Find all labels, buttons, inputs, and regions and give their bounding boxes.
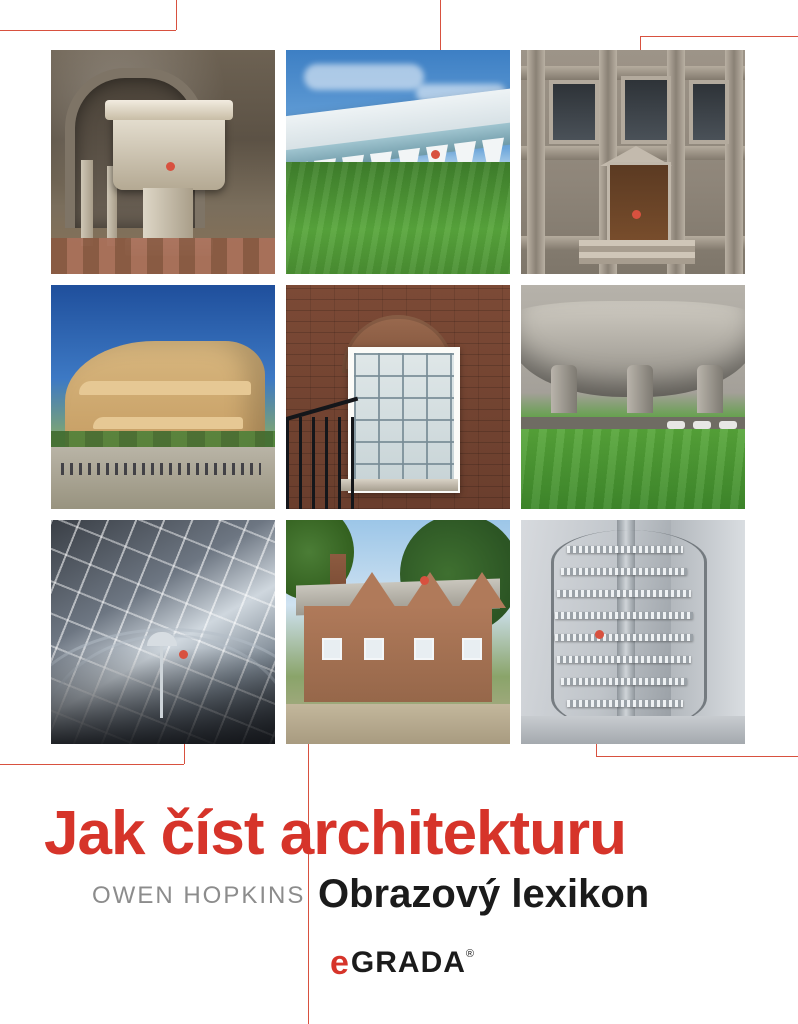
book-title: Jak číst architekturu	[44, 799, 627, 868]
stair-tread	[555, 634, 693, 641]
column-left	[81, 160, 93, 246]
photo-cell-3	[521, 50, 745, 274]
upper-window	[621, 76, 671, 144]
tiled-floor	[51, 238, 275, 274]
photo-cell-6	[521, 285, 745, 509]
pilaster	[527, 50, 545, 274]
photo-cell-9	[521, 520, 745, 744]
gable-dormer	[348, 572, 396, 608]
curved-ledge	[79, 381, 251, 395]
book-subtitle: Obrazový lexikon	[318, 872, 650, 916]
upper-window	[549, 80, 599, 144]
house-window	[322, 638, 342, 660]
photo-cell-7	[51, 520, 275, 744]
lawn	[521, 429, 745, 509]
stair-tread	[557, 590, 691, 597]
stair-tread	[555, 612, 693, 619]
photo-cell-2	[286, 50, 510, 274]
upper-window	[689, 80, 729, 144]
concrete-pier	[627, 365, 653, 413]
entrance-steps	[579, 240, 695, 264]
stair-tread	[567, 700, 683, 707]
shadowed-floor	[51, 648, 275, 744]
publisher-logo	[330, 946, 474, 980]
concrete-pier	[551, 365, 577, 413]
font-stem	[143, 188, 193, 242]
house-window	[364, 638, 384, 660]
visitors	[61, 463, 261, 475]
house-window	[414, 638, 434, 660]
guide-line-vertical-left	[176, 0, 177, 30]
driveway	[286, 704, 510, 744]
photo-marker-dot	[595, 630, 604, 639]
guide-line-top-right	[640, 36, 798, 37]
guide-line-bottom-left	[0, 764, 184, 765]
sash-window	[348, 347, 460, 493]
lamp-pole	[160, 646, 163, 718]
concrete-pier	[697, 365, 723, 413]
entrance-door	[607, 162, 671, 252]
stair-tread	[557, 656, 691, 663]
iron-railing	[286, 417, 360, 509]
guide-line-bottom-right	[596, 756, 798, 757]
stair-tread	[561, 678, 687, 685]
book-author: OWEN HOPKINS	[92, 882, 306, 909]
plaza-ground	[51, 447, 275, 509]
photo-cell-5	[286, 285, 510, 509]
photo-marker-dot	[420, 576, 429, 585]
publisher-name: GRADA	[350, 946, 466, 979]
photo-grid	[51, 50, 744, 746]
photo-cell-1	[51, 50, 275, 274]
photo-marker-dot	[166, 162, 175, 171]
parked-car	[667, 421, 685, 429]
house-window	[462, 638, 482, 660]
parked-car	[693, 421, 711, 429]
gable-dormer	[458, 572, 506, 608]
photo-cell-8	[286, 520, 510, 744]
gable-dormer	[406, 572, 454, 608]
curved-ledge	[93, 417, 243, 429]
guide-line-top-left	[0, 30, 176, 31]
photo-marker-dot	[431, 150, 440, 159]
title-block	[0, 780, 798, 1024]
cloud	[304, 64, 424, 90]
photo-marker-dot	[179, 650, 188, 659]
lawn	[286, 162, 510, 274]
stair-base	[521, 716, 745, 744]
grada-mark-icon: e	[330, 944, 349, 982]
guide-line-vertical-center	[440, 0, 441, 50]
parked-car	[719, 421, 737, 429]
font-bowl	[113, 112, 225, 190]
stair-tread	[561, 568, 687, 575]
registered-trademark-icon: ®	[465, 948, 475, 960]
photo-marker-dot	[632, 210, 641, 219]
photo-cell-4	[51, 285, 275, 509]
stair-tread	[567, 546, 683, 553]
